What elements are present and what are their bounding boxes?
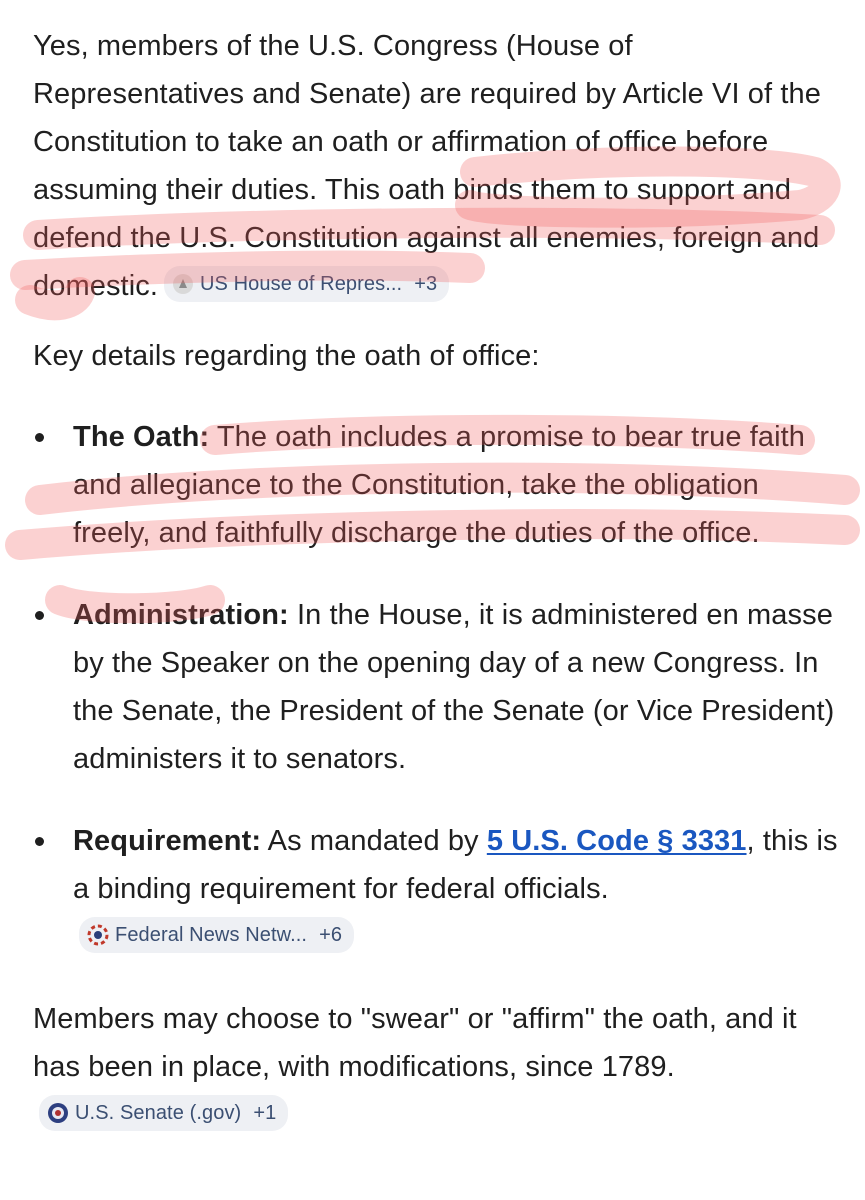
intro-text: Yes, members of the U.S. Congress (House of Representatives and Senate) are required by Article VI of the Constitution to take an oath or affirmation of office before assuming their duties. This oath binds them to support and defend the U.S. Constitution against all enemies, foreign and domestic. <box>33 30 821 302</box>
source-chip-label: Federal News Netw... <box>115 924 308 947</box>
bullet-label: The Oath: <box>73 421 210 453</box>
source-chip-label: US House of Repres... <box>200 273 403 296</box>
bullet-text: In the House, it is administered en masse by the Speaker on the opening day of a new Congress. In the Senate, the President of the Senate (or Vice President) administers it to senators. <box>73 599 835 775</box>
closing-paragraph <box>33 995 843 1139</box>
closing-text: Members may choose to "swear" or "affirm" the oath, and it has been in place, with modifications, since 1789. <box>33 1003 797 1083</box>
key-details-heading: Key details regarding the oath of office: <box>33 340 540 372</box>
news-network-icon <box>87 924 109 946</box>
details-list <box>33 413 843 961</box>
house-seal-icon <box>172 273 194 295</box>
list-item-oath <box>33 413 843 557</box>
source-chip-count: +3 <box>414 273 438 296</box>
source-chip-count: +6 <box>319 924 343 947</box>
source-chip-senate[interactable] <box>39 1095 288 1131</box>
bullet-text: As mandated by <box>261 825 487 857</box>
source-chip-label: U.S. Senate (.gov) <box>75 1102 242 1125</box>
bullet-label: Administration: <box>73 599 289 631</box>
bullet-label: Requirement: <box>73 825 262 857</box>
bullet-text: , this is a binding requirement for federal officials. <box>73 825 838 905</box>
intro-paragraph <box>33 22 843 310</box>
us-code-link[interactable]: 5 U.S. Code § 3331 <box>486 825 747 857</box>
ai-answer <box>33 22 843 1139</box>
source-chip-federal-news[interactable] <box>79 917 354 953</box>
senate-seal-icon <box>47 1102 69 1124</box>
list-item-requirement <box>33 817 843 961</box>
bullet-text: The oath includes a promise to bear true faith and allegiance to the Constitution, take the obligation freely, and faithfully discharge the duties of the office. <box>73 421 806 549</box>
source-chip-house[interactable] <box>164 266 449 302</box>
source-chip-count: +1 <box>253 1102 277 1125</box>
list-item-administration <box>33 591 843 783</box>
